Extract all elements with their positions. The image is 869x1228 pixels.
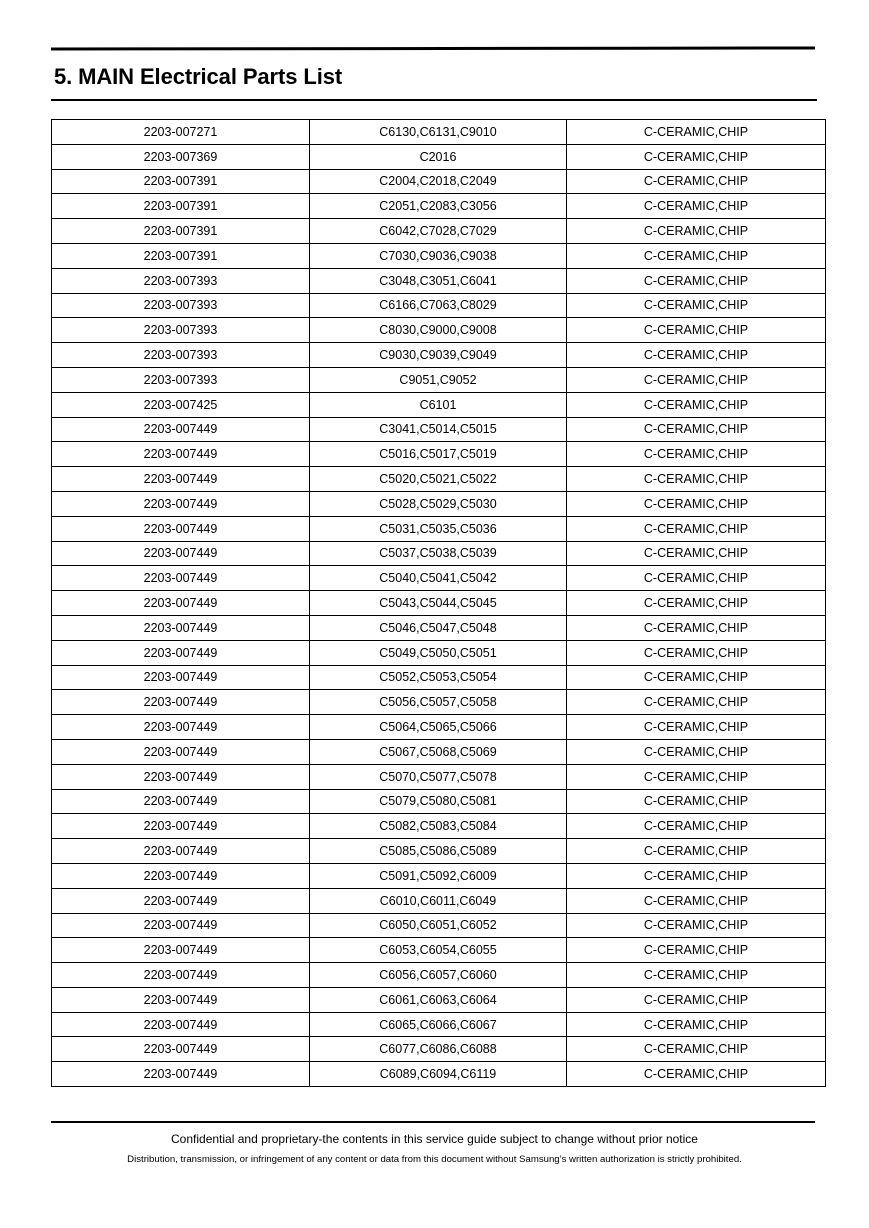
- table-row: [52, 293, 826, 318]
- location-cell: C5091,C5092,C6009: [310, 863, 567, 888]
- table-row: [52, 888, 826, 913]
- table-row: [52, 467, 826, 492]
- part-code-cell: 2203-007449: [52, 739, 310, 764]
- part-code-cell: 2203-007449: [52, 442, 310, 467]
- description-cell: C-CERAMIC,CHIP: [567, 863, 826, 888]
- description-cell: C-CERAMIC,CHIP: [567, 591, 826, 616]
- description-cell: C-CERAMIC,CHIP: [567, 963, 826, 988]
- description-cell: C-CERAMIC,CHIP: [567, 268, 826, 293]
- table-row: [52, 715, 826, 740]
- description-cell: C-CERAMIC,CHIP: [567, 1012, 826, 1037]
- description-cell: C-CERAMIC,CHIP: [567, 120, 826, 145]
- location-cell: C9051,C9052: [310, 367, 567, 392]
- part-code-cell: 2203-007449: [52, 715, 310, 740]
- description-cell: C-CERAMIC,CHIP: [567, 367, 826, 392]
- part-code-cell: 2203-007393: [52, 318, 310, 343]
- description-cell: C-CERAMIC,CHIP: [567, 1037, 826, 1062]
- table-row: [52, 690, 826, 715]
- confidential-notice: Confidential and proprietary-the contents in this service guide subject to change without prior notice: [171, 1132, 698, 1146]
- part-code-cell: 2203-007449: [52, 516, 310, 541]
- part-code-cell: 2203-007449: [52, 839, 310, 864]
- description-cell: C-CERAMIC,CHIP: [567, 690, 826, 715]
- description-cell: C-CERAMIC,CHIP: [567, 467, 826, 492]
- table-row: [52, 938, 826, 963]
- table-row: [52, 243, 826, 268]
- part-code-cell: 2203-007449: [52, 1012, 310, 1037]
- location-cell: C3041,C5014,C5015: [310, 417, 567, 442]
- parts-table: [51, 119, 826, 1087]
- description-cell: C-CERAMIC,CHIP: [567, 764, 826, 789]
- location-cell: C6010,C6011,C6049: [310, 888, 567, 913]
- description-cell: C-CERAMIC,CHIP: [567, 739, 826, 764]
- part-code-cell: 2203-007449: [52, 938, 310, 963]
- table-row: [52, 913, 826, 938]
- title-underline: [51, 99, 817, 101]
- part-code-cell: 2203-007393: [52, 293, 310, 318]
- table-row: [52, 591, 826, 616]
- part-code-cell: 2203-007449: [52, 491, 310, 516]
- description-cell: C-CERAMIC,CHIP: [567, 442, 826, 467]
- location-cell: C5064,C5065,C5066: [310, 715, 567, 740]
- description-cell: C-CERAMIC,CHIP: [567, 566, 826, 591]
- part-code-cell: 2203-007449: [52, 417, 310, 442]
- description-cell: C-CERAMIC,CHIP: [567, 541, 826, 566]
- part-code-cell: 2203-007449: [52, 1062, 310, 1087]
- description-cell: C-CERAMIC,CHIP: [567, 814, 826, 839]
- description-cell: C-CERAMIC,CHIP: [567, 318, 826, 343]
- location-cell: C5067,C5068,C5069: [310, 739, 567, 764]
- description-cell: C-CERAMIC,CHIP: [567, 665, 826, 690]
- part-code-cell: 2203-007449: [52, 467, 310, 492]
- description-cell: C-CERAMIC,CHIP: [567, 194, 826, 219]
- part-code-cell: 2203-007391: [52, 194, 310, 219]
- location-cell: C5031,C5035,C5036: [310, 516, 567, 541]
- table-row: [52, 814, 826, 839]
- table-row: [52, 987, 826, 1012]
- part-code-cell: 2203-007449: [52, 963, 310, 988]
- location-cell: C2051,C2083,C3056: [310, 194, 567, 219]
- location-cell: C6042,C7028,C7029: [310, 219, 567, 244]
- part-code-cell: 2203-007449: [52, 640, 310, 665]
- part-code-cell: 2203-007449: [52, 566, 310, 591]
- table-row: [52, 566, 826, 591]
- table-row: [52, 963, 826, 988]
- distribution-notice: Distribution, transmission, or infringement of any content or data from this document without Samsung’s written authorization is strictly prohibited.: [127, 1154, 742, 1165]
- location-cell: C6056,C6057,C6060: [310, 963, 567, 988]
- description-cell: C-CERAMIC,CHIP: [567, 715, 826, 740]
- location-cell: C5079,C5080,C5081: [310, 789, 567, 814]
- table-row: [52, 442, 826, 467]
- location-cell: C6130,C6131,C9010: [310, 120, 567, 145]
- location-cell: C6065,C6066,C6067: [310, 1012, 567, 1037]
- description-cell: C-CERAMIC,CHIP: [567, 293, 826, 318]
- table-row: [52, 739, 826, 764]
- part-code-cell: 2203-007271: [52, 120, 310, 145]
- table-row: [52, 764, 826, 789]
- description-cell: C-CERAMIC,CHIP: [567, 789, 826, 814]
- table-row: [52, 169, 826, 194]
- description-cell: C-CERAMIC,CHIP: [567, 987, 826, 1012]
- table-row: [52, 417, 826, 442]
- table-row: [52, 863, 826, 888]
- part-code-cell: 2203-007393: [52, 268, 310, 293]
- footer-rule: [51, 1121, 815, 1123]
- location-cell: C6101: [310, 392, 567, 417]
- part-code-cell: 2203-007425: [52, 392, 310, 417]
- table-row: [52, 839, 826, 864]
- description-cell: C-CERAMIC,CHIP: [567, 640, 826, 665]
- table-row: [52, 1037, 826, 1062]
- description-cell: C-CERAMIC,CHIP: [567, 243, 826, 268]
- description-cell: C-CERAMIC,CHIP: [567, 1062, 826, 1087]
- table-row: [52, 516, 826, 541]
- description-cell: C-CERAMIC,CHIP: [567, 343, 826, 368]
- table-row: [52, 789, 826, 814]
- part-code-cell: 2203-007449: [52, 665, 310, 690]
- location-cell: C6166,C7063,C8029: [310, 293, 567, 318]
- part-code-cell: 2203-007449: [52, 615, 310, 640]
- description-cell: C-CERAMIC,CHIP: [567, 938, 826, 963]
- description-cell: C-CERAMIC,CHIP: [567, 144, 826, 169]
- table-row: [52, 541, 826, 566]
- table-row: [52, 194, 826, 219]
- part-code-cell: 2203-007393: [52, 343, 310, 368]
- description-cell: C-CERAMIC,CHIP: [567, 417, 826, 442]
- location-cell: C6077,C6086,C6088: [310, 1037, 567, 1062]
- table-row: [52, 144, 826, 169]
- location-cell: C7030,C9036,C9038: [310, 243, 567, 268]
- description-cell: C-CERAMIC,CHIP: [567, 615, 826, 640]
- description-cell: C-CERAMIC,CHIP: [567, 169, 826, 194]
- table-row: [52, 665, 826, 690]
- location-cell: C5020,C5021,C5022: [310, 467, 567, 492]
- description-cell: C-CERAMIC,CHIP: [567, 913, 826, 938]
- location-cell: C5016,C5017,C5019: [310, 442, 567, 467]
- location-cell: C5043,C5044,C5045: [310, 591, 567, 616]
- table-row: [52, 367, 826, 392]
- table-row: [52, 615, 826, 640]
- table-row: [52, 1012, 826, 1037]
- location-cell: C5049,C5050,C5051: [310, 640, 567, 665]
- description-cell: C-CERAMIC,CHIP: [567, 392, 826, 417]
- location-cell: C8030,C9000,C9008: [310, 318, 567, 343]
- table-row: [52, 640, 826, 665]
- parts-table-body: [52, 120, 826, 1087]
- table-row: [52, 120, 826, 145]
- table-row: [52, 392, 826, 417]
- table-row: [52, 491, 826, 516]
- table-row: [52, 268, 826, 293]
- description-cell: C-CERAMIC,CHIP: [567, 888, 826, 913]
- location-cell: C5052,C5053,C5054: [310, 665, 567, 690]
- part-code-cell: 2203-007449: [52, 789, 310, 814]
- header-rule: [51, 46, 815, 50]
- part-code-cell: 2203-007449: [52, 1037, 310, 1062]
- location-cell: C5056,C5057,C5058: [310, 690, 567, 715]
- part-code-cell: 2203-007449: [52, 814, 310, 839]
- table-row: [52, 318, 826, 343]
- location-cell: C6089,C6094,C6119: [310, 1062, 567, 1087]
- part-code-cell: 2203-007391: [52, 219, 310, 244]
- location-cell: C5028,C5029,C5030: [310, 491, 567, 516]
- part-code-cell: 2203-007449: [52, 764, 310, 789]
- table-row: [52, 1062, 826, 1087]
- part-code-cell: 2203-007369: [52, 144, 310, 169]
- description-cell: C-CERAMIC,CHIP: [567, 219, 826, 244]
- description-cell: C-CERAMIC,CHIP: [567, 839, 826, 864]
- location-cell: C5070,C5077,C5078: [310, 764, 567, 789]
- part-code-cell: 2203-007449: [52, 541, 310, 566]
- part-code-cell: 2203-007393: [52, 367, 310, 392]
- location-cell: C2016: [310, 144, 567, 169]
- part-code-cell: 2203-007449: [52, 690, 310, 715]
- location-cell: C6053,C6054,C6055: [310, 938, 567, 963]
- location-cell: C3048,C3051,C6041: [310, 268, 567, 293]
- part-code-cell: 2203-007449: [52, 987, 310, 1012]
- location-cell: C6061,C6063,C6064: [310, 987, 567, 1012]
- description-cell: C-CERAMIC,CHIP: [567, 516, 826, 541]
- part-code-cell: 2203-007449: [52, 888, 310, 913]
- location-cell: C5082,C5083,C5084: [310, 814, 567, 839]
- location-cell: C9030,C9039,C9049: [310, 343, 567, 368]
- location-cell: C5037,C5038,C5039: [310, 541, 567, 566]
- location-cell: C5046,C5047,C5048: [310, 615, 567, 640]
- table-row: [52, 343, 826, 368]
- description-cell: C-CERAMIC,CHIP: [567, 491, 826, 516]
- table-row: [52, 219, 826, 244]
- part-code-cell: 2203-007391: [52, 243, 310, 268]
- location-cell: C6050,C6051,C6052: [310, 913, 567, 938]
- page-title: 5. MAIN Electrical Parts List: [54, 64, 343, 89]
- location-cell: C5040,C5041,C5042: [310, 566, 567, 591]
- location-cell: C2004,C2018,C2049: [310, 169, 567, 194]
- part-code-cell: 2203-007449: [52, 863, 310, 888]
- location-cell: C5085,C5086,C5089: [310, 839, 567, 864]
- part-code-cell: 2203-007449: [52, 913, 310, 938]
- part-code-cell: 2203-007449: [52, 591, 310, 616]
- part-code-cell: 2203-007391: [52, 169, 310, 194]
